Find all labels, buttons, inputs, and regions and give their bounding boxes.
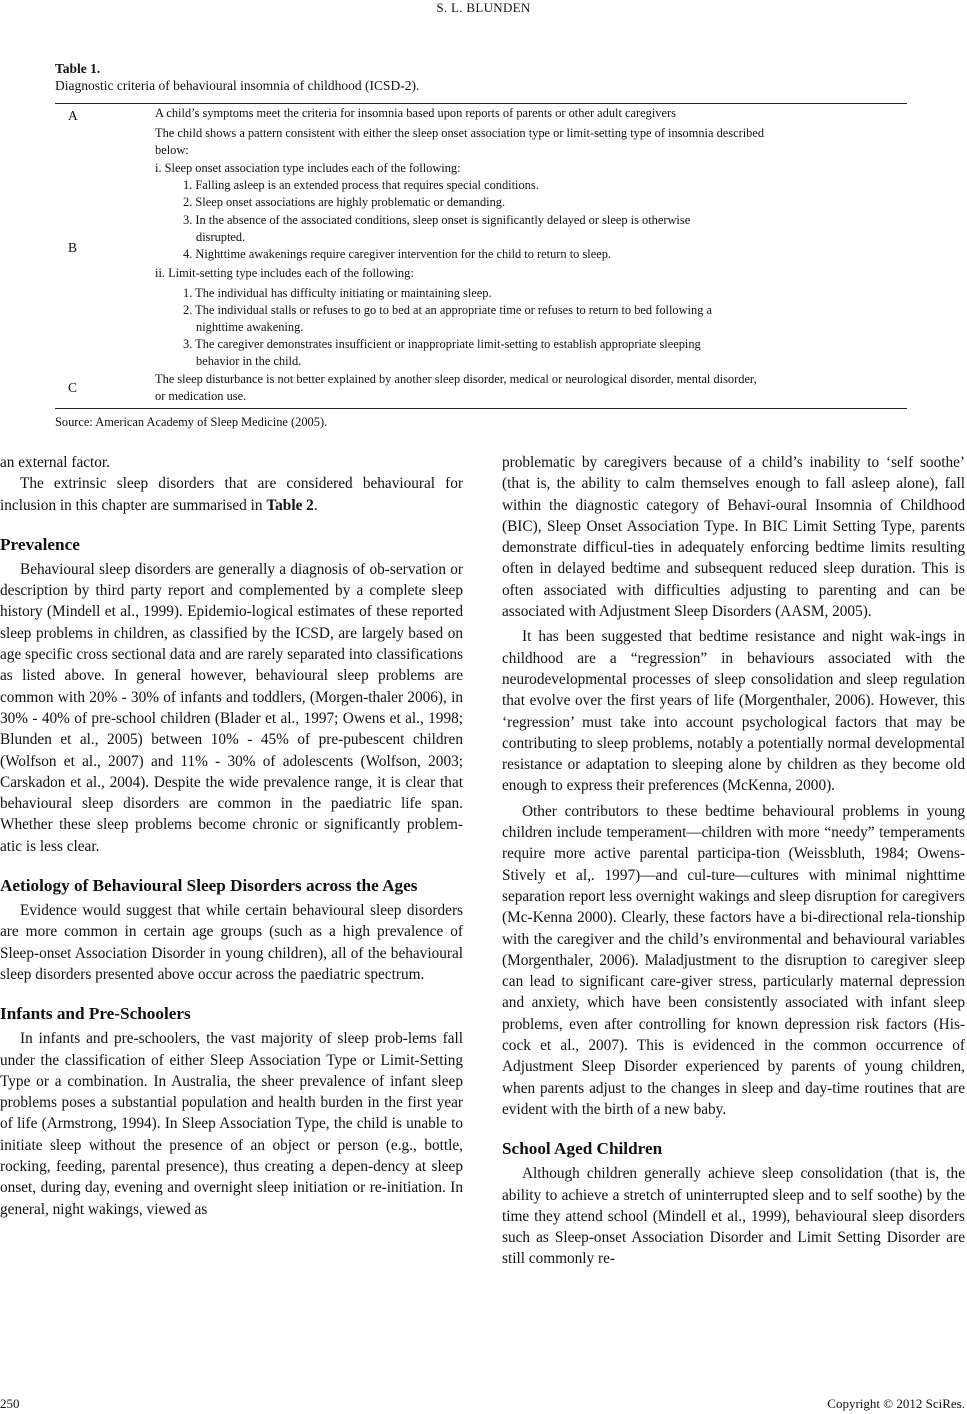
table-source: Source: American Academy of Sleep Medicine (2005). (55, 415, 328, 429)
paragraph: In infants and pre-schoolers, the vast majority of sleep prob-lems fall under the classification of either Sleep Association Type or Limit-Setting Type or a combination. In Australia, the sheer prevalence of infant sleep problems poses a substantial population and health burden in the first year of life (Armstrong, 1994). In Sleep Association Type, the child is unable to initiate sleep without the presence of an object or person (e.g., bottle, rocking, feeding, parental presence), thus creating a depen-dency at sleep onset, during day, evening and overnight sleep initiation or re-initiation. In general, night wakings, viewed as (0, 1030, 463, 1218)
row-b-line: below: (155, 143, 189, 157)
paragraph: The extrinsic sleep disorders that are considered behavioural for inclusion in this chapter are summarised in Table 2. (0, 475, 463, 514)
paragraph: problematic by caregivers because of a child’s inability to ‘self soothe’ (that is, the ability to calm themselves enough to fall asleep alone), fall within the diagnostic category of Behavi-oural Insomnia of Childhood (BIC), Sleep Onset Association Type. In BIC Limit Setting Type, parents demonstrate difficul-ties in adequately enforcing bedtime limits resulting often in delayed bedtime and subsequent reduced sleep duration. This is often associated with difficulties adjusting to parenting and can be associated with Adjustment Sleep Disorders (AASM, 2005). (502, 454, 965, 621)
row-label-c: C (68, 380, 78, 395)
page-number: 250 (0, 1396, 20, 1411)
row-b-line: i. Sleep onset association type includes each of the following: (155, 161, 461, 175)
section-heading: Aetiology of Behavioural Sleep Disorders across the Ages (0, 876, 418, 896)
paragraph: Other contributors to these bedtime behavioural problems in young children include temperament—children with more “needy” temperaments require more active parental participa-tion (Weissbluth, 1984; Owens-Stively et al,. 1997)—and cul-ture—cultures with minimal nighttime separation report less overnight wakings and sleep disruption for caregivers (Mc-Kenna 2000). Clearly, these factors have a bi-directional rela-tionship with the caregiver and the child’s environmental and behavioural variables (Morgenthaler, 2006). Maladjustment to the disruption to caregiver sleep can lead to significant care-giver stress, particularly maternal depression and anxiety, which have been consistently associated with infant sleep problems, even after controlling for known depression risk factors (His-cock et al., 2007). This is evidenced in the common occurrence of Adjustment Sleep Disorder experienced by parents of young children, when parents adjust to the changes in sleep and day-time routines that are evident with the birth of a new baby. (502, 802, 965, 1118)
row-b-line: 1. The individual has difficulty initiating or maintaining sleep. (183, 286, 492, 300)
row-b-line: nighttime awakening. (196, 320, 304, 334)
row-label-b: B (68, 240, 78, 255)
table-reference: Table 2 (266, 496, 314, 514)
table-caption (55, 60, 419, 94)
paragraph: Evidence would suggest that while certain behavioural sleep disorders are more common in certain age groups (such as a high prevalence of Sleep-onset Association Disorder in young children), all of the behavioural sleep disorders presented above occur across the paediatric spectrum. (0, 902, 463, 983)
row-b-line: The child shows a pattern consistent with either the sleep onset association type or limit-setting type of insomnia described (155, 126, 765, 140)
row-b-line: 3. In the absence of the associated conditions, sleep onset is significantly delayed or sleep is otherwise (183, 213, 691, 227)
row-c-line: or medication use. (155, 389, 247, 403)
section-heading: School Aged Children (502, 1139, 663, 1159)
paragraph: Behavioural sleep disorders are generally a diagnosis of ob-servation or description by third party report and complemented by a complete sleep history (Mindell et al., 1999). Epidemio-logical estimates of these reported sleep problems in children, as classified by the ICSD, are largely based on age specific cross sectional data and are rarely separated into classifications as listed above. In general however, behavioural sleep problems are common with 20% - 30% of infants and toddlers, (Morgen-thaler 2006), in 30% - 40% of pre-school children (Blader et al., 1997; Owens et al., 1998; Blunden et al., 2005) between 10% - 45% of pre-pubescent children (Wolfson et al., 2007) and 11% - 30% of adolescents (Wolfson, 2003; Carskadon et al., 2004). Despite the wide prevalence range, it is clear that behavioural sleep disorders are common in the paediatric life span. Whether these sleep problems become chronic or significantly problem-atic is less clear. (0, 560, 463, 855)
paragraph: It has been suggested that bedtime resistance and night wak-ings in childhood are a “regression” in behaviours associated with the neurodevelopmental processes of sleep consolidation and sleep regulation that evolve over the first years of life (Morgenthaler, 2006). However, this ‘regression’ must take into account psychological factors that may be contributing to sleep problems, notably a potentially normal developmental resistance or adaptation to sleeping alone by children as they become old enough to express their preferences (McKenna, 2000). (502, 628, 965, 795)
row-b-line: disrupted. (196, 230, 246, 244)
row-label-a: A (68, 108, 78, 123)
row-c-line: The sleep disturbance is not better explained by another sleep disorder, medical or neurological disorder, mental disorder, (155, 372, 757, 386)
running-header: S. L. BLUNDEN (436, 0, 531, 15)
row-b-line: 4. Nighttime awakenings require caregiver intervention for the child to return to sleep. (183, 247, 612, 261)
row-b-line: 2. The individual stalls or refuses to go to bed at an appropriate time or refuses to return to bed following a (183, 303, 712, 317)
paragraph: Although children generally achieve sleep consolidation (that is, the ability to achieve a stretch of uninterrupted sleep and to self soothe) by the time they attend school (Mindell et al., 1999), behavioural sleep disorders such as Sleep-onset Association Disorder and Limit Setting Disorder are still commonly re- (502, 1165, 965, 1268)
right-column (502, 452, 965, 1270)
copyright-notice: Copyright © 2012 SciRes. (827, 1396, 965, 1411)
row-b-line: 3. The caregiver demonstrates insufficient or inappropriate limit-setting to establish appropriate sleeping (183, 337, 701, 351)
paragraph: an external factor. (0, 454, 110, 471)
row-b-line: ii. Limit-setting type includes each of the following: (155, 266, 414, 280)
row-b-line: behavior in the child. (196, 354, 302, 368)
table-title: Diagnostic criteria of behavioural insomnia of childhood (ICSD-2). (55, 78, 420, 93)
left-column (0, 452, 463, 1220)
row-b-line: 1. Falling asleep is an extended process that requires special conditions. (183, 178, 539, 192)
section-heading: Prevalence (0, 534, 80, 554)
row-b-line: 2. Sleep onset associations are highly problematic or demanding. (183, 195, 506, 209)
section-heading: Infants and Pre-Schoolers (0, 1004, 191, 1024)
row-a-line: A child’s symptoms meet the criteria for insomnia based upon reports of parents or other adult caregivers (155, 106, 676, 120)
table-label: Table 1. (55, 61, 101, 76)
